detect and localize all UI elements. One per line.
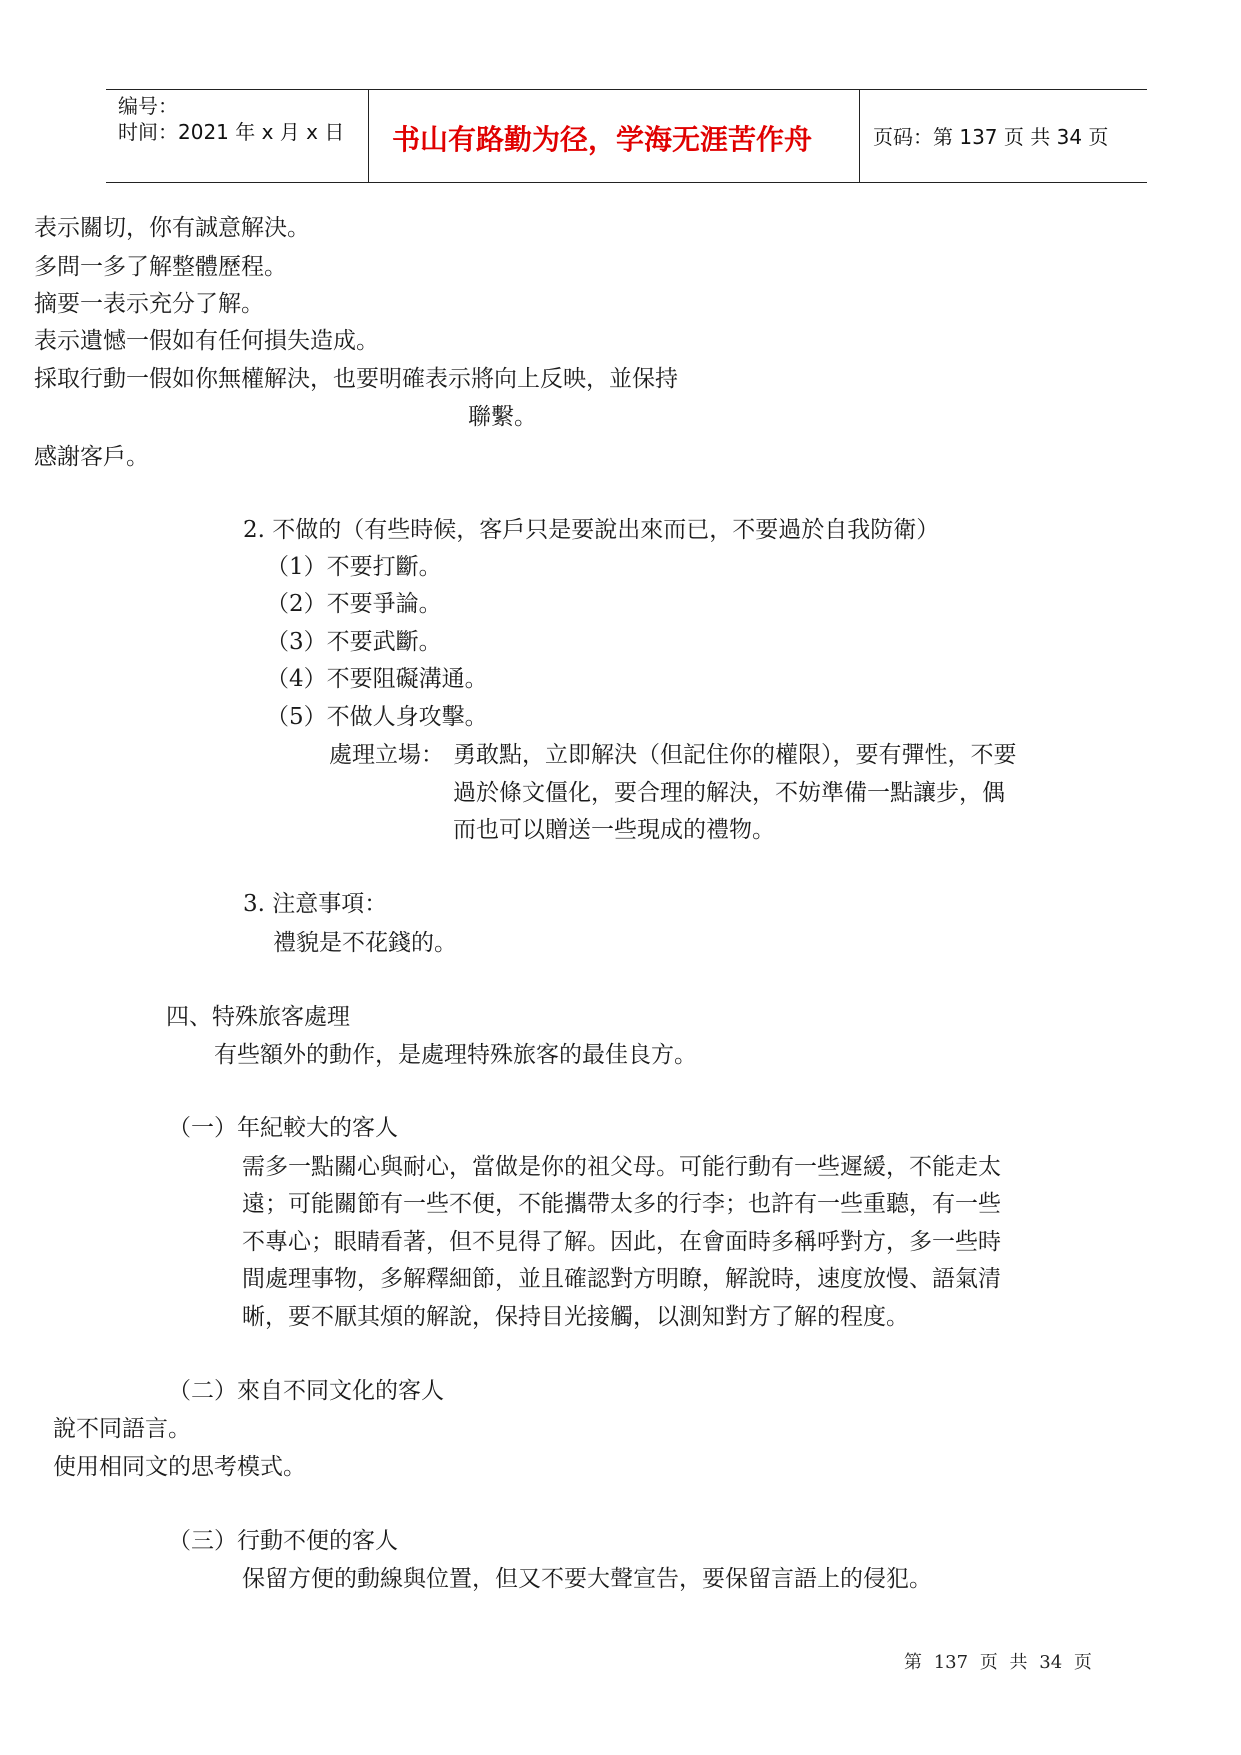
section-3-body: 禮貌是不花錢的。 <box>273 930 457 956</box>
header-divider-left <box>368 89 369 182</box>
subsection-1-line: 不專心；眼睛看著，但不見得了解。因此，在會面時多稱呼對方，多一些時 <box>242 1229 1001 1255</box>
section-2-item: （4）不要阻礙溝通。 <box>266 666 488 692</box>
intro-line: 表示關切，你有誠意解決。 <box>34 215 310 241</box>
subsection-3-body: 保留方便的動線與位置，但又不要大聲宣告，要保留言語上的侵犯。 <box>242 1566 932 1592</box>
subsection-2-title: （二）來自不同文化的客人 <box>168 1378 444 1404</box>
subsection-1-line: 遠；可能關節有一些不便，不能攜帶太多的行李；也許有一些重聽，有一些 <box>242 1191 1001 1217</box>
intro-line: 採取行動一假如你無權解決，也要明確表示將向上反映，並保持 <box>34 366 678 392</box>
serial-label: 编号： <box>118 94 178 118</box>
section-4-title: 四、特殊旅客處理 <box>166 1004 350 1030</box>
subsection-2-line: 使用相同文的思考模式。 <box>53 1454 306 1480</box>
subsection-1-line: 間處理事物，多解釋細節，並且確認對方明瞭，解說時，速度放慢、語氣清 <box>242 1266 1001 1292</box>
section-2-item: （3）不要武斷。 <box>266 629 442 655</box>
section-3-title: 3. 注意事項： <box>243 891 388 917</box>
motto-title: 书山有路勤为径，学海无涯苦作舟 <box>392 123 813 156</box>
subsection-1-line: 晰，要不厭其煩的解說，保持目光接觸，以測知對方了解的程度。 <box>242 1304 909 1330</box>
subsection-1-title: （一）年紀較大的客人 <box>168 1115 398 1141</box>
subsection-3-title: （三）行動不便的客人 <box>168 1528 398 1554</box>
section-2-item: （5）不做人身攻擊。 <box>266 704 488 730</box>
intro-line: 多問一多了解整體歷程。 <box>34 254 287 280</box>
intro-line-continuation: 聯繫。 <box>468 404 537 430</box>
time-label: 时间：2021 年 x 月 x 日 <box>118 120 345 144</box>
stance-label: 處理立場： <box>329 742 444 768</box>
section-2-title: 2. 不做的（有些時候，客戶只是要說出來而已，不要過於自我防衛） <box>243 517 940 543</box>
subsection-2-line: 說不同語言。 <box>53 1416 191 1442</box>
header-divider-right <box>859 89 860 182</box>
header-bottom-rule <box>106 182 1147 183</box>
subsection-1-line: 需多一點關心與耐心，當做是你的祖父母。可能行動有一些遲緩，不能走太 <box>242 1154 1001 1180</box>
stance-line: 而也可以贈送一些現成的禮物。 <box>453 817 775 843</box>
stance-line: 勇敢點，立即解決（但記住你的權限），要有彈性，不要 <box>453 742 1017 768</box>
intro-line: 感謝客戶。 <box>34 444 149 470</box>
section-2-item: （1）不要打斷。 <box>266 554 442 580</box>
header-top-rule <box>106 89 1147 90</box>
page-footer: 第 137 页 共 34 页 <box>904 1652 1092 1673</box>
section-2-item: （2）不要爭論。 <box>266 591 442 617</box>
intro-line: 摘要一表示充分了解。 <box>34 291 264 317</box>
section-4-intro: 有些額外的動作，是處理特殊旅客的最佳良方。 <box>214 1042 697 1068</box>
intro-line: 表示遺憾一假如有任何損失造成。 <box>34 328 379 354</box>
page-code: 页码：第 137 页 共 34 页 <box>873 125 1109 149</box>
stance-line: 過於條文僵化，要合理的解決，不妨準備一點讓步，偶 <box>453 780 1005 806</box>
